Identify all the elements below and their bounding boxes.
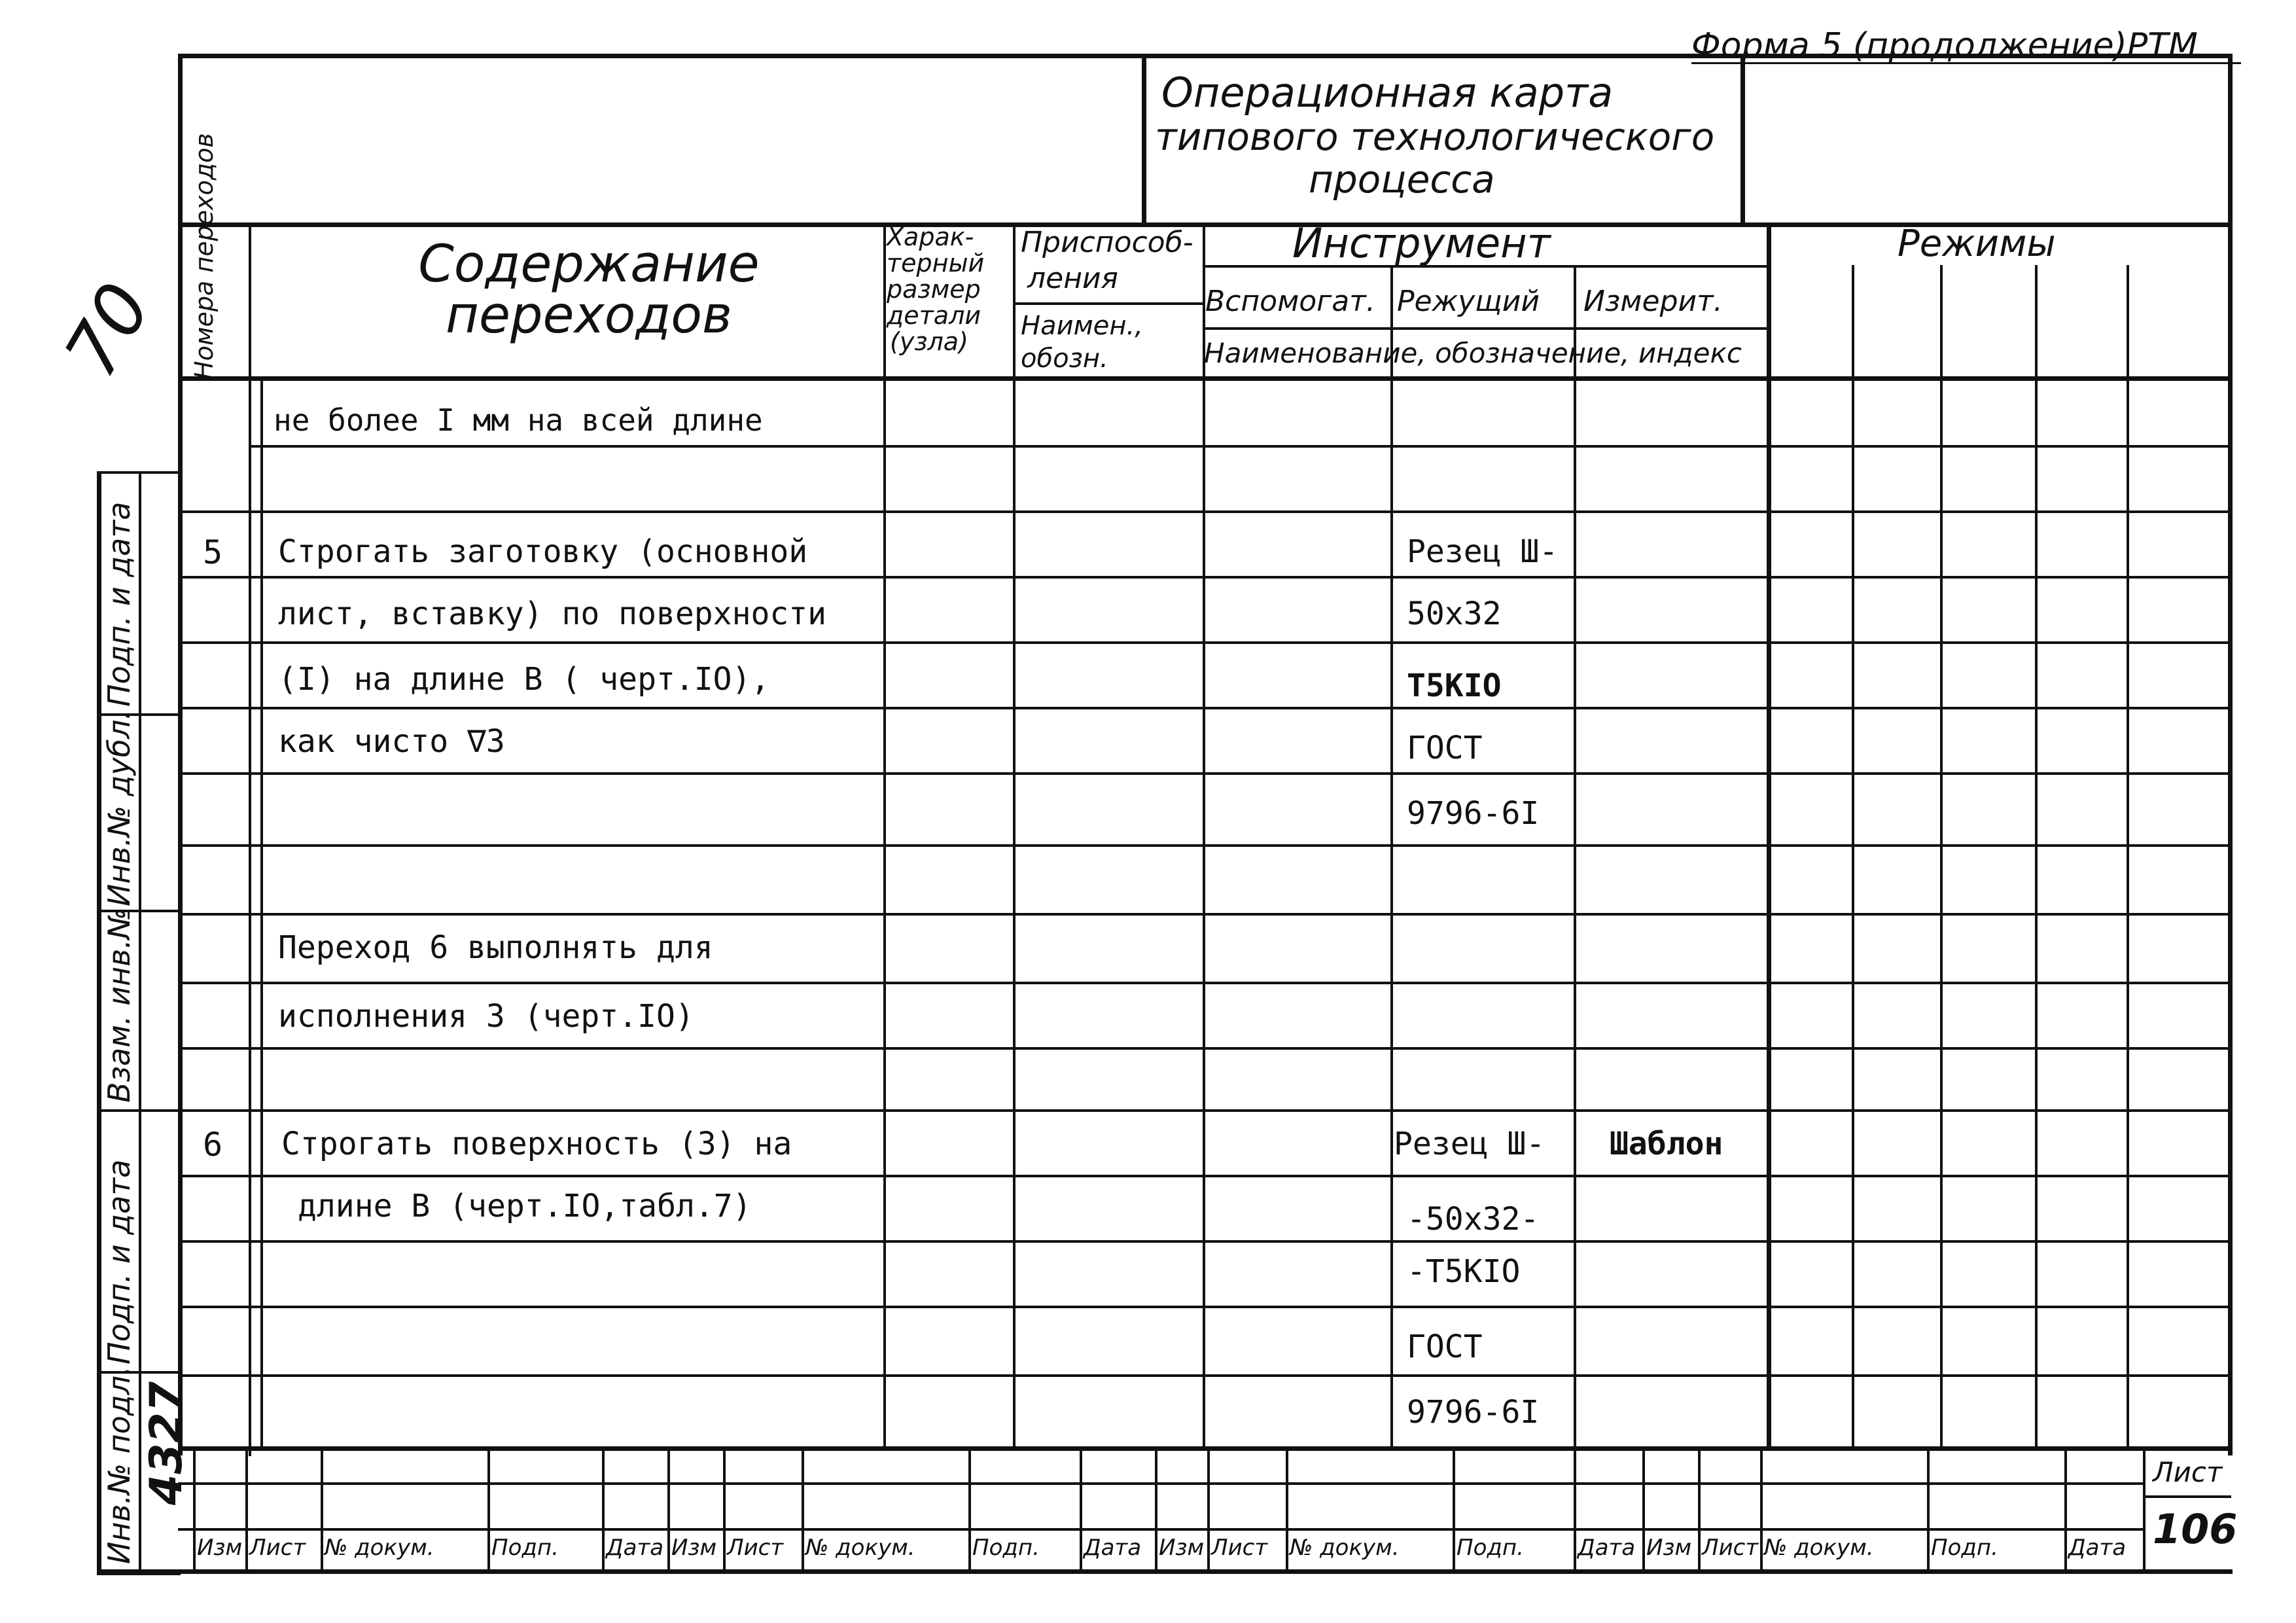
row-line bbox=[178, 1240, 2233, 1243]
row-content: (I) на длине В ( черт.IO), bbox=[278, 661, 770, 698]
row-tool-cutting: Резец Ш- bbox=[1407, 533, 1559, 570]
margin-label: Инв.№ подл. bbox=[101, 1366, 137, 1564]
col-fixtures-name-2: обозн. bbox=[1021, 344, 1108, 374]
grid-v-fixture-end bbox=[1203, 223, 1205, 1450]
row-line bbox=[178, 1109, 2233, 1112]
row-line bbox=[178, 1175, 2233, 1177]
frame-left bbox=[178, 54, 183, 1455]
footer-cell-divider bbox=[667, 1446, 670, 1571]
row-line bbox=[178, 913, 2233, 916]
footer-label: Подп. bbox=[491, 1535, 559, 1561]
col-char-size-5: (узла) bbox=[890, 327, 968, 356]
footer-label: Лист bbox=[1702, 1535, 1759, 1561]
inventory-number: 4327 bbox=[141, 1381, 192, 1505]
footer-label: Изм bbox=[197, 1535, 243, 1561]
form-label: Форма 5 (продолжение)РТМ bbox=[1691, 26, 2198, 65]
grid-v-cut-end bbox=[1574, 265, 1576, 1450]
row-content: Строгать поверхность (3) на bbox=[281, 1126, 792, 1162]
row-content: исполнения 3 (черт.IO) bbox=[278, 998, 694, 1035]
footer-label: № докум. bbox=[1290, 1535, 1400, 1561]
row-line bbox=[178, 772, 2233, 775]
footer-bottom bbox=[97, 1569, 2233, 1574]
col-content-header: Содержание переходов bbox=[418, 235, 760, 345]
tool-sub-line-1 bbox=[1203, 265, 1769, 268]
card-title-line3: процесса bbox=[1309, 157, 1495, 202]
row-line bbox=[178, 576, 2233, 579]
row-line bbox=[178, 1374, 2233, 1377]
footer-cell-divider bbox=[1286, 1446, 1288, 1571]
footer-label: Дата bbox=[1578, 1535, 1636, 1561]
header-table-bottom bbox=[178, 376, 2233, 381]
footer-label: Лист bbox=[1211, 1535, 1268, 1561]
margin-label: Инв.№ дубл. bbox=[101, 709, 137, 906]
col-tool-measuring: Измерит. bbox=[1583, 285, 1723, 318]
col-fixtures-name-1: Наимен., bbox=[1021, 311, 1143, 341]
col-char-size-2: терный bbox=[887, 249, 985, 277]
col-fixtures-1: Приспособ- bbox=[1021, 226, 1193, 259]
title-divider-left bbox=[1142, 54, 1146, 224]
footer-cell-divider bbox=[1642, 1446, 1645, 1571]
col-tool-header: Инструмент bbox=[1292, 219, 1551, 267]
margin-strip-top bbox=[97, 471, 181, 474]
row-tool-cutting: 50х32 bbox=[1407, 596, 1502, 632]
form-label-underline bbox=[1691, 62, 2241, 64]
footer-cell-divider bbox=[1698, 1446, 1701, 1571]
handwritten-number: 70 bbox=[48, 269, 168, 391]
frame-top bbox=[178, 54, 2233, 58]
row-tool-cutting: Т5КIO bbox=[1407, 668, 1502, 704]
row-line bbox=[178, 707, 2233, 709]
row-line bbox=[178, 641, 2233, 644]
row-line bbox=[249, 445, 2231, 448]
footer-label: № докум. bbox=[1764, 1535, 1874, 1561]
row-tool-cutting: 9796-6I bbox=[1407, 1394, 1540, 1431]
row-tool-cutting: ГОСТ bbox=[1407, 1329, 1483, 1365]
grid-v-mode-1 bbox=[1852, 265, 1854, 1450]
footer-cell-divider bbox=[1574, 1446, 1576, 1571]
footer-cell-divider bbox=[321, 1446, 323, 1571]
col-tool-cutting: Режущий bbox=[1397, 285, 1540, 318]
row-content: как чисто ∇3 bbox=[278, 723, 505, 760]
row-content: длине В (черт.IO,табл.7) bbox=[298, 1188, 752, 1224]
fixture-sub-line bbox=[1014, 302, 1203, 305]
col-char-size-3: размер bbox=[887, 275, 981, 304]
grid-v-content-end bbox=[883, 223, 886, 1450]
body-bottom-line bbox=[178, 1446, 2233, 1451]
grid-v-mode-4 bbox=[2127, 265, 2129, 1450]
footer-line bbox=[178, 1528, 2144, 1531]
row-tool-cutting: ГОСТ bbox=[1407, 730, 1483, 766]
margin-strip-sep bbox=[97, 1109, 181, 1112]
col-modes-header: Режимы bbox=[1898, 223, 2056, 265]
row-tool-cutting: Резец Ш- bbox=[1394, 1126, 1545, 1162]
row-tool-cutting: -Т5КIO bbox=[1407, 1253, 1521, 1290]
row-number: 6 bbox=[203, 1126, 223, 1164]
footer-label: Изм bbox=[1159, 1535, 1205, 1561]
row-line bbox=[178, 982, 2233, 984]
footer-label: Изм bbox=[1646, 1535, 1692, 1561]
footer-cell-divider bbox=[1760, 1446, 1763, 1571]
row-tool-cutting: 9796-6I bbox=[1407, 795, 1540, 832]
footer-label: Дата bbox=[606, 1535, 664, 1561]
footer-label: Подп. bbox=[1457, 1535, 1524, 1561]
footer-cell-divider bbox=[2064, 1446, 2067, 1571]
footer-label: Лист bbox=[727, 1535, 784, 1561]
footer-cell-divider bbox=[1080, 1446, 1082, 1571]
row-number: 5 bbox=[203, 533, 223, 571]
footer-label: Изм bbox=[671, 1535, 717, 1561]
margin-label: Подп. и дата bbox=[101, 1159, 137, 1364]
footer-line bbox=[178, 1482, 2144, 1485]
footer-label: Подп. bbox=[1931, 1535, 1998, 1561]
col-step-no-header: Номера переходов bbox=[190, 133, 219, 380]
footer-cell-divider bbox=[602, 1446, 605, 1571]
col-char-size-1: Харак- bbox=[887, 223, 974, 251]
row-tool-measuring: Шаблон bbox=[1610, 1126, 1723, 1162]
footer-cell-divider bbox=[1207, 1446, 1210, 1571]
tool-sub-line-2 bbox=[1203, 327, 1769, 330]
footer-cell-divider bbox=[245, 1446, 248, 1571]
row-line bbox=[178, 1047, 2233, 1050]
row-line bbox=[178, 844, 2233, 847]
row-content: Переход 6 выполнять для bbox=[278, 929, 713, 966]
col-tool-aux: Вспомогат. bbox=[1205, 285, 1375, 318]
footer-cell-divider bbox=[723, 1446, 726, 1571]
sheet-number: 106 bbox=[2153, 1505, 2238, 1553]
row-tool-cutting: -50х32- bbox=[1407, 1201, 1540, 1238]
footer-cell-divider bbox=[193, 1446, 196, 1571]
sheet-label: Лист bbox=[2153, 1456, 2223, 1488]
col-tool-name: Наименование, обозначение, индекс bbox=[1204, 337, 1742, 369]
footer-label: Подп. bbox=[972, 1535, 1040, 1561]
col-char-size-4: детали bbox=[887, 301, 981, 330]
footer-label: Дата bbox=[2068, 1535, 2127, 1561]
margin-label: Взам. инв.№ bbox=[101, 908, 137, 1103]
grid-v-after-no bbox=[249, 223, 251, 1456]
row-content: не более I мм на всей длине bbox=[274, 402, 763, 438]
title-divider-right bbox=[1740, 54, 1745, 224]
grid-v-aux-end bbox=[1390, 265, 1393, 1450]
card-title-line1: Операционная карта bbox=[1161, 69, 1614, 116]
footer-cell-divider bbox=[487, 1446, 490, 1571]
footer-cell-divider bbox=[968, 1446, 971, 1571]
footer-label: Лист bbox=[249, 1535, 306, 1561]
footer-label: Дата bbox=[1084, 1535, 1142, 1561]
footer-cell-divider bbox=[1453, 1446, 1455, 1571]
grid-v-mode-3 bbox=[2035, 265, 2038, 1450]
grid-v-char-end bbox=[1013, 223, 1016, 1450]
col-fixtures-2: ления bbox=[1027, 262, 1119, 295]
footer-cell-divider bbox=[2143, 1446, 2146, 1571]
margin-strip-left bbox=[97, 471, 101, 1571]
footer-cell-divider bbox=[802, 1446, 804, 1571]
grid-v-tool-end bbox=[1767, 223, 1771, 1450]
row-line bbox=[178, 510, 2233, 513]
row-content: Строгать заготовку (основной bbox=[278, 533, 808, 570]
card-title-line2: типового технологического bbox=[1155, 115, 1715, 159]
footer-label: № докум. bbox=[805, 1535, 915, 1561]
footer-cell-divider bbox=[1155, 1446, 1157, 1571]
footer-label: № докум. bbox=[325, 1535, 434, 1561]
footer-cell-divider bbox=[1927, 1446, 1930, 1571]
frame-right bbox=[2228, 54, 2233, 1455]
margin-label: Подп. и дата bbox=[101, 501, 137, 707]
row-content: лист, вставку) по поверхности bbox=[278, 596, 827, 632]
sheet-box-line bbox=[2143, 1495, 2231, 1498]
grid-v-mode-2 bbox=[1940, 265, 1943, 1450]
row-line bbox=[178, 1306, 2233, 1308]
